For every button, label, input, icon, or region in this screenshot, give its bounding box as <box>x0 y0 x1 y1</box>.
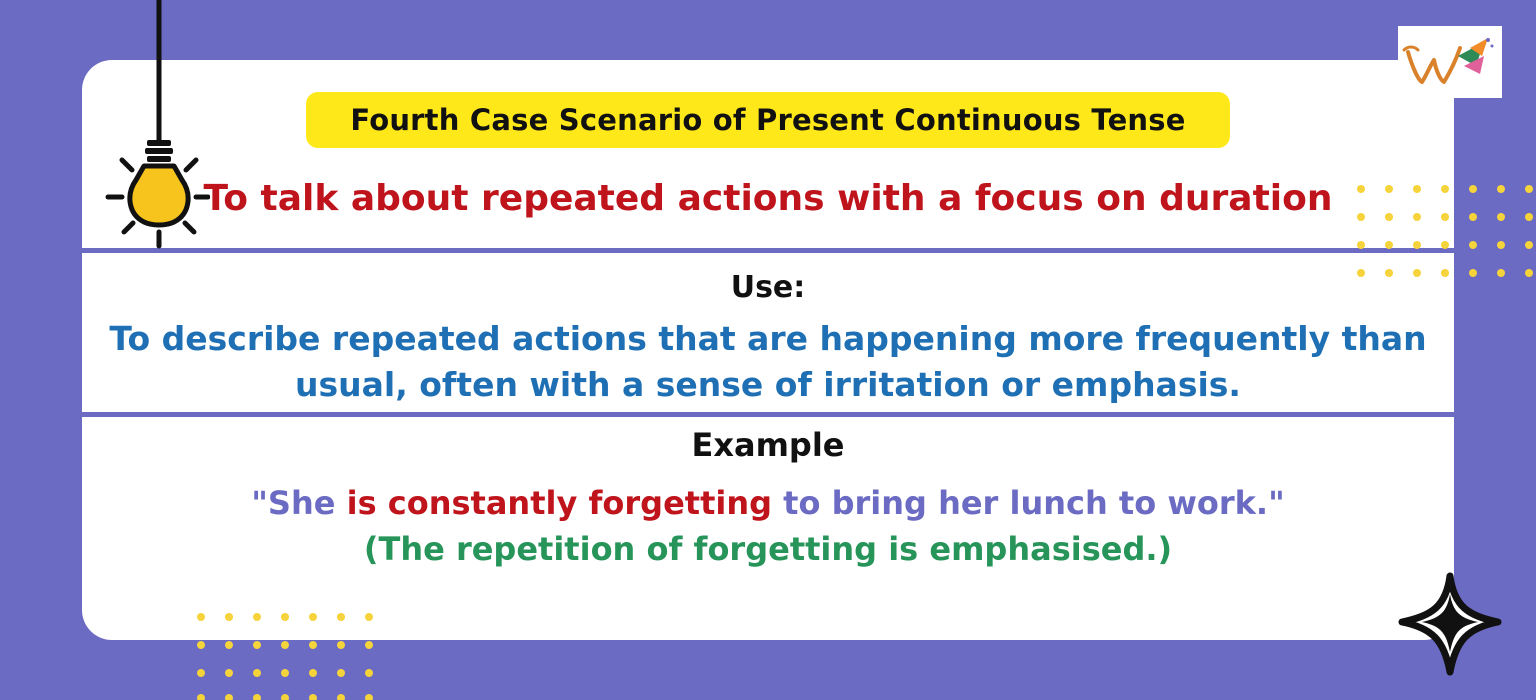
example-note: (The repetition of forgetting is emphasised.) <box>363 530 1173 568</box>
example-sentence-end: to bring her lunch to work." <box>772 484 1285 522</box>
scenario-heading: To talk about repeated actions with a focus on duration <box>203 178 1333 219</box>
use-description: To describe repeated actions that are happening more frequently than usual, often with a sense of irritation or emphasis. <box>109 319 1427 404</box>
brand-logo <box>1398 26 1502 98</box>
logo-mark-icon <box>1398 26 1502 98</box>
example-sentence-start: "She <box>251 484 347 522</box>
dot-pattern-right <box>1352 180 1536 284</box>
use-label: Use: <box>730 270 806 305</box>
sparkle-icon <box>1398 570 1508 680</box>
divider-top <box>82 248 1454 253</box>
divider-middle <box>82 412 1454 417</box>
page-title: Fourth Case Scenario of Present Continuous Tense <box>306 92 1230 148</box>
example-label: Example <box>691 426 845 464</box>
light-bulb-icon <box>100 0 210 250</box>
example-sentence <box>82 484 1454 522</box>
content-card <box>82 60 1454 640</box>
example-verb-phrase: is constantly forgetting <box>346 484 773 522</box>
dot-pattern-left <box>192 608 380 700</box>
